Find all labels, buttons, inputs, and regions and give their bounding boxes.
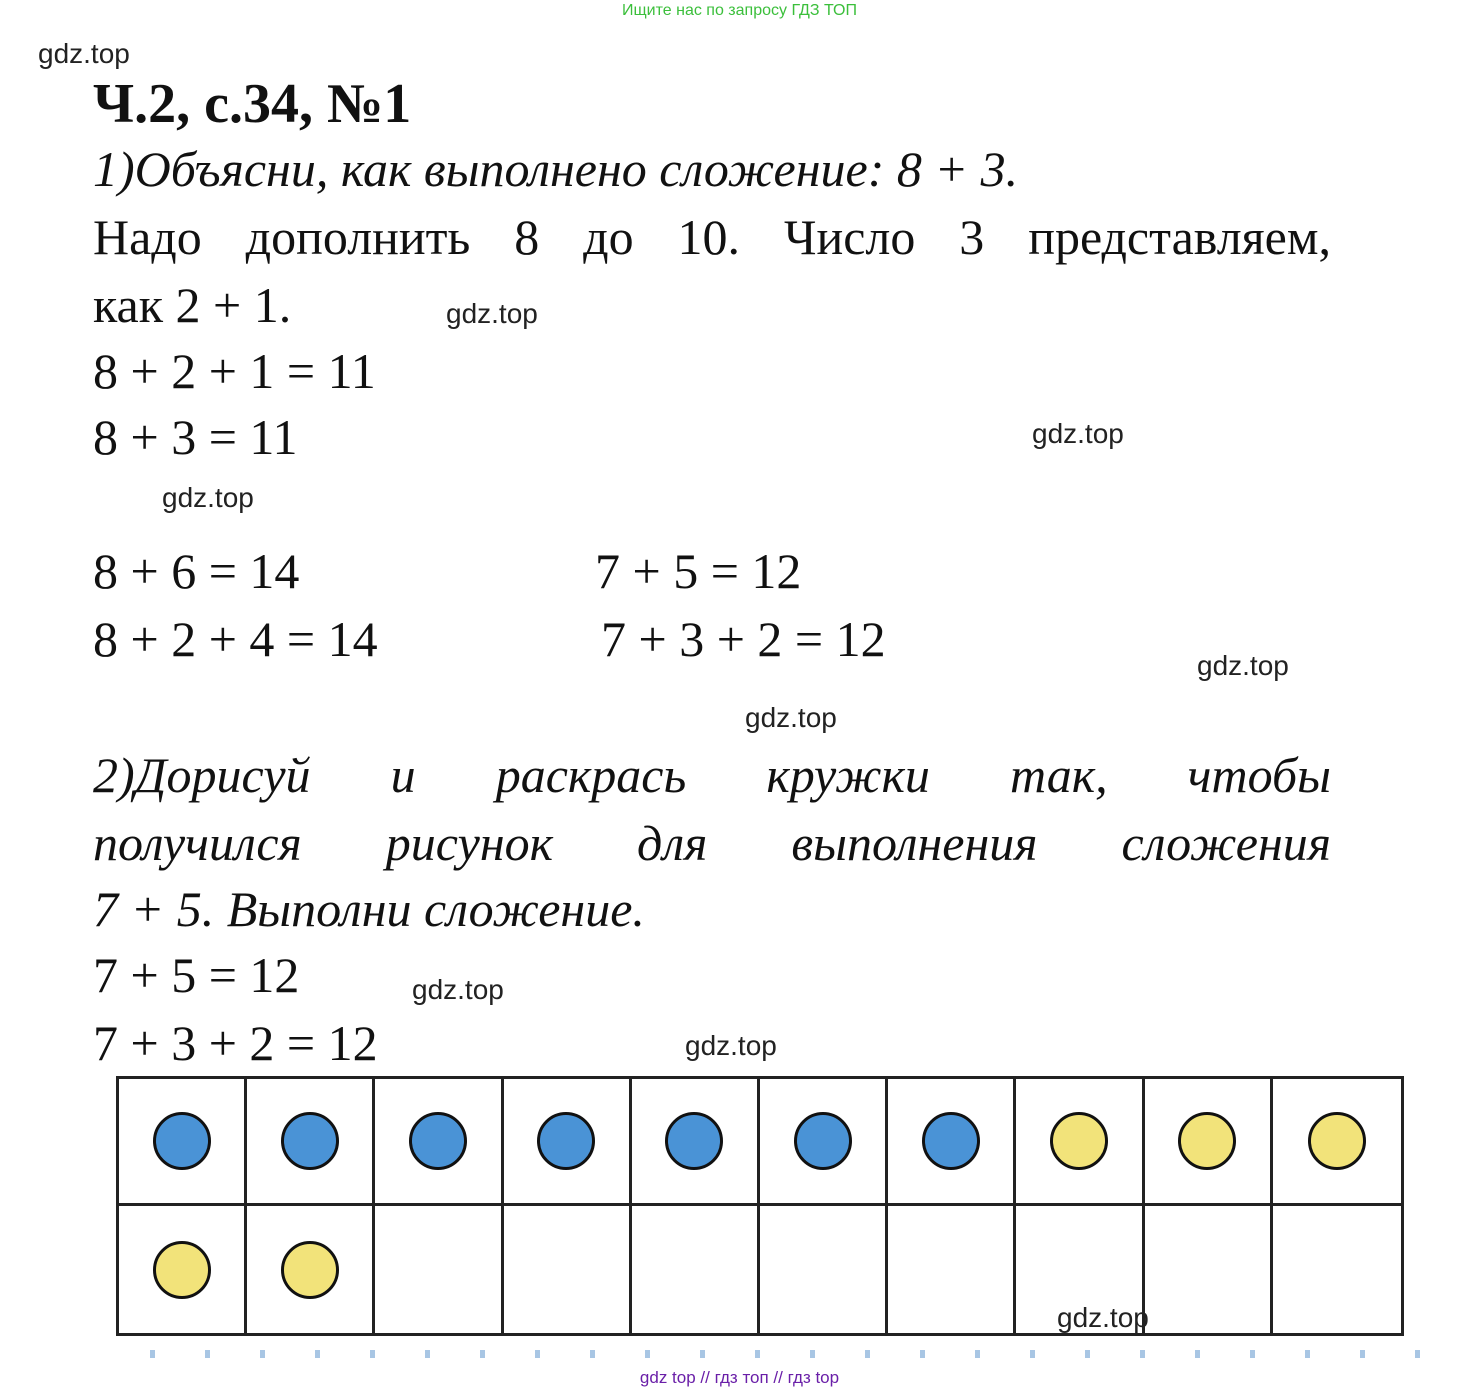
grid-cell [760,1079,888,1206]
task1-explanation-line1: Надо дополнить 8 до 10. Число 3 представляем, [93,209,1331,265]
ruler-tick [700,1350,705,1358]
watermark: gdz.top [1032,418,1124,449]
ruler-tick [1250,1350,1255,1358]
equation: 8 + 2 + 1 = 11 [93,343,376,399]
ruler-tick [1415,1350,1420,1358]
ruler-tick [645,1350,650,1358]
grid-cell [1016,1079,1144,1206]
yellow-circle [281,1241,339,1299]
ruler-tick [1305,1350,1310,1358]
equation: 7 + 5 = 12 [93,947,300,1003]
circle-grid [116,1076,1404,1336]
equation: 8 + 3 = 11 [93,409,298,465]
grid-cell [1273,1079,1401,1206]
task1-prompt: 1)Объясни, как выполнено сложение: 8 + 3. [93,141,1019,197]
grid-cell [760,1206,888,1333]
grid-cell [888,1206,1016,1333]
grid-cell [1145,1206,1273,1333]
equation: 7 + 3 + 2 = 12 [601,611,886,667]
grid-cell [247,1079,375,1206]
grid-cell [247,1206,375,1333]
blue-circle [794,1112,852,1170]
ruler-ticks [150,1350,1420,1358]
blue-circle [665,1112,723,1170]
ruler-tick [535,1350,540,1358]
watermark: gdz.top [1197,650,1289,681]
ruler-tick [1085,1350,1090,1358]
blue-circle [537,1112,595,1170]
task1-explanation-line2: как 2 + 1. [93,277,292,333]
ruler-tick [370,1350,375,1358]
grid-cell [504,1206,632,1333]
equation: 7 + 3 + 2 = 12 [93,1015,378,1071]
blue-circle [409,1112,467,1170]
grid-cell [632,1206,760,1333]
grid-cell [119,1079,247,1206]
grid-cell [375,1206,503,1333]
equation: 8 + 6 = 14 [93,543,300,599]
ruler-tick [260,1350,265,1358]
task2-prompt-line1: 2)Дорисуй и раскрась кружки так, чтобы [93,747,1331,803]
ruler-tick [480,1350,485,1358]
watermark: gdz.top [38,38,130,69]
ruler-tick [975,1350,980,1358]
ruler-tick [865,1350,870,1358]
ruler-tick [205,1350,210,1358]
blue-circle [922,1112,980,1170]
task2-prompt-line2: получился рисунок для выполнения сложения [93,815,1331,871]
ruler-tick [1030,1350,1035,1358]
ruler-tick [1360,1350,1365,1358]
yellow-circle [153,1241,211,1299]
grid-cell [375,1079,503,1206]
page-title: Ч.2, с.34, №1 [93,73,412,135]
grid-cell [1273,1206,1401,1333]
yellow-circle [1308,1112,1366,1170]
ruler-tick [425,1350,430,1358]
ruler-tick [810,1350,815,1358]
watermark: gdz.top [1057,1302,1149,1333]
yellow-circle [1050,1112,1108,1170]
ruler-tick [1140,1350,1145,1358]
task2-prompt-line3: 7 + 5. Выполни сложение. [93,881,645,937]
grid-cell [119,1206,247,1333]
watermark: gdz.top [412,974,504,1005]
watermark: gdz.top [162,482,254,513]
blue-circle [281,1112,339,1170]
grid-cell [1145,1079,1273,1206]
ruler-tick [315,1350,320,1358]
ruler-tick [755,1350,760,1358]
watermark: gdz.top [685,1030,777,1061]
ruler-tick [150,1350,155,1358]
equation: 7 + 5 = 12 [595,543,802,599]
top-banner[interactable]: Ищите нас по запросу ГДЗ ТОП [622,2,857,19]
ruler-tick [590,1350,595,1358]
bottom-banner[interactable]: gdz top // гдз топ // гдз top [639,1368,840,1387]
equation: 8 + 2 + 4 = 14 [93,611,378,667]
ruler-tick [1195,1350,1200,1358]
watermark: gdz.top [745,702,837,733]
ruler-tick [920,1350,925,1358]
grid-cell [504,1079,632,1206]
watermark: gdz.top [446,298,538,329]
yellow-circle [1178,1112,1236,1170]
grid-cell [632,1079,760,1206]
blue-circle [153,1112,211,1170]
grid-cell [888,1079,1016,1206]
